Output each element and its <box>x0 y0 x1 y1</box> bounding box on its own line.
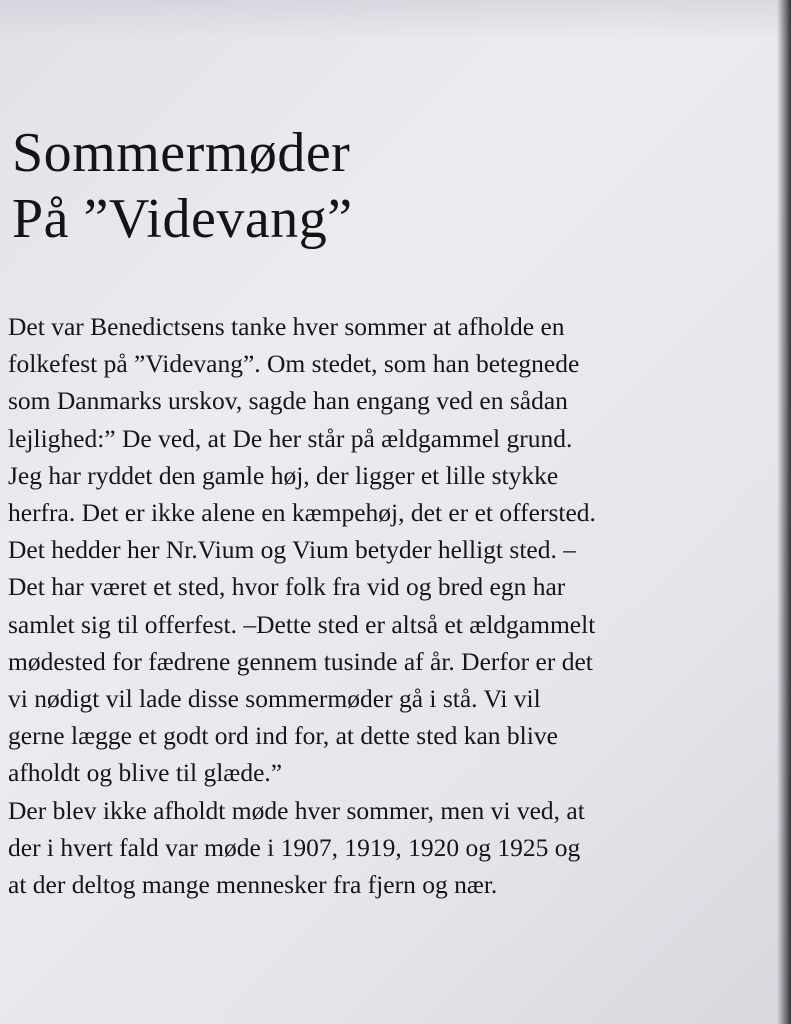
body-line: Det hedder her Nr.Vium og Vium betyder helligt sted. – <box>8 535 576 565</box>
sign-body-text <box>8 308 778 903</box>
title-line: På ”Videvang” <box>12 188 353 250</box>
title-line: Sommermøder <box>12 122 351 184</box>
board-edge-shadow <box>777 0 791 1024</box>
body-line: folkefest på ”Videvang”. Om stedet, som han betegnede <box>8 349 580 379</box>
sign-title <box>12 120 353 252</box>
body-line: som Danmarks urskov, sagde han engang ved en sådan <box>8 386 568 416</box>
body-line: gerne lægge et godt ord ind for, at dette sted kan blive <box>8 721 558 751</box>
body-line: herfra. Det er ikke alene en kæmpehøj, det er et offersted. <box>8 498 596 528</box>
body-line: afholdt og blive til glæde.” <box>8 758 283 788</box>
body-line: at der deltog mange mennesker fra fjern og nær. <box>8 870 498 900</box>
body-line: mødested for fædrene gennem tusinde af år. Derfor er det <box>8 646 593 676</box>
body-line: der i hvert fald var møde i 1907, 1919, 1920 og 1925 og <box>8 832 581 862</box>
body-line: vi nødigt vil lade disse sommermøder gå i stå. Vi vil <box>8 684 541 714</box>
body-line: Jeg har ryddet den gamle høj, der ligger et lille stykke <box>8 460 559 490</box>
body-line: Der blev ikke afholdt møde hver sommer, men vi ved, at <box>8 795 585 825</box>
body-line: Det var Benedictsens tanke hver sommer at afholde en <box>8 312 565 341</box>
top-shadow <box>0 0 791 40</box>
body-line: samlet sig til offerfest. –Dette sted er altså et ældgammelt <box>8 609 596 639</box>
body-line: Det har været et sted, hvor folk fra vid og bred egn har <box>8 572 566 602</box>
body-line: lejlighed:” De ved, at De her står på ældgammel grund. <box>8 423 573 453</box>
